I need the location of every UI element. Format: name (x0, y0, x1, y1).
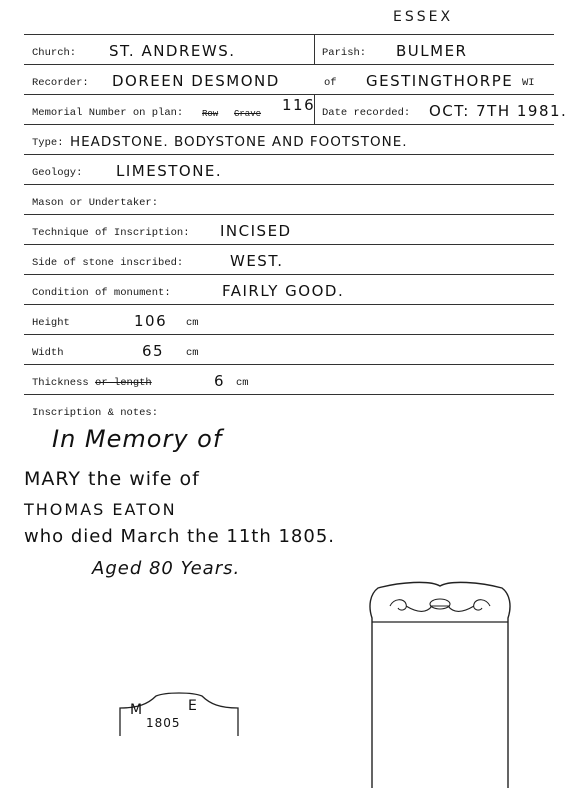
inscription-line-4: who died March the 11th 1805. (24, 526, 335, 547)
date-recorded-value: OCT: 7TH 1981. (429, 102, 568, 120)
county-label: ESSEX (393, 9, 454, 25)
inscription-notes-label: Inscription & notes: (32, 407, 159, 419)
memorial-number-label: Memorial Number on plan: (32, 107, 184, 119)
height-unit: cm (186, 317, 199, 329)
column-divider (314, 95, 315, 124)
recorder-of-suffix: WI (522, 77, 535, 89)
width-unit: cm (186, 347, 199, 359)
date-recorded-label: Date recorded: (322, 107, 411, 119)
inscription-line-5: Aged 80 Years. (92, 558, 241, 579)
footstone-initial-left: M (130, 702, 144, 718)
row-memorial-date (24, 95, 568, 125)
thickness-unit: cm (236, 377, 249, 389)
parish-label: Parish: (322, 47, 367, 59)
row-side (24, 245, 554, 275)
footstone-year: 1805 (146, 716, 181, 730)
recorder-label: Recorder: (32, 77, 89, 89)
condition-label: Condition of monument: (32, 287, 171, 299)
memorial-struck-grave: Grave (234, 109, 262, 119)
width-label: Width (32, 347, 64, 359)
technique-label: Technique of Inscription: (32, 227, 190, 239)
recorder-of-value: GESTINGTHORPE (366, 72, 514, 90)
thickness-value: 6 (214, 372, 226, 390)
column-divider (314, 35, 315, 64)
row-height (24, 305, 554, 335)
inscription-line-3: THOMAS EATON (24, 500, 177, 519)
thickness-struck-text: or length (95, 377, 152, 389)
type-label: Type: (32, 137, 64, 149)
condition-value: FAIRLY GOOD. (222, 282, 345, 300)
row-geology (24, 155, 554, 185)
memorial-number-value: 116 (282, 96, 316, 114)
row-mason (24, 185, 554, 215)
row-church-parish (24, 34, 554, 65)
church-value: ST. ANDREWS. (109, 42, 236, 60)
width-value: 65 (142, 342, 165, 360)
parish-value: BULMER (396, 42, 468, 60)
inscription-line-1: In Memory of (52, 425, 223, 453)
height-label: Height (32, 317, 70, 329)
inscription-line-2: MARY the wife of (24, 468, 200, 490)
recorder-value: DOREEN DESMOND (112, 72, 280, 90)
row-width (24, 335, 554, 365)
geology-value: LIMESTONE. (116, 162, 223, 180)
thickness-label (32, 377, 152, 389)
technique-value: INCISED (220, 222, 292, 240)
record-form (24, 34, 568, 424)
row-condition (24, 275, 554, 305)
mason-label: Mason or Undertaker: (32, 197, 159, 209)
row-inscription-notes (24, 395, 554, 424)
headstone-sketch (360, 576, 520, 790)
row-thickness (24, 365, 554, 395)
memorial-struck-row: Row (202, 109, 219, 119)
height-value: 106 (134, 312, 168, 330)
thickness-label-text: Thickness (32, 377, 96, 389)
side-label: Side of stone inscribed: (32, 257, 184, 269)
row-recorder (24, 65, 554, 95)
church-label: Church: (32, 47, 77, 59)
footstone-initial-right: E (188, 698, 198, 714)
geology-label: Geology: (32, 167, 83, 179)
side-value: WEST. (230, 252, 284, 270)
row-technique (24, 215, 554, 245)
row-type (24, 125, 554, 155)
recorder-of-label: of (324, 77, 337, 89)
type-value: HEADSTONE. BODYSTONE AND FOOTSTONE. (70, 134, 408, 150)
